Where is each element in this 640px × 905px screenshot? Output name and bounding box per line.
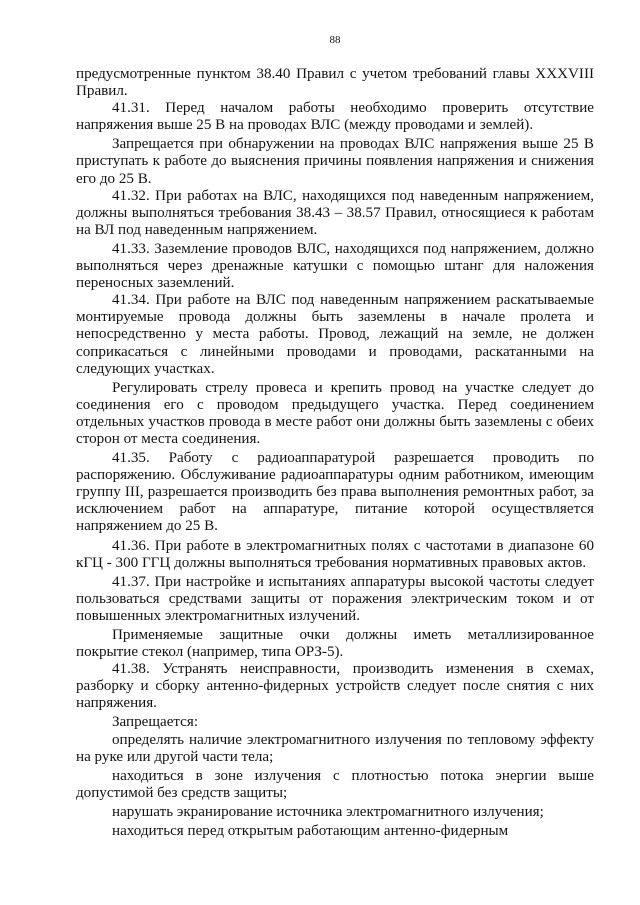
paragraph-41-36: 41.36. При работе в электромагнитных полях с частотами в диапазоне 60 кГЦ - 300 ГГЦ должны выполняться требования нормативных правовых актов. (76, 537, 594, 571)
paragraph-continuation: предусмотренные пунктом 38.40 Правил с учетом требований главы XXXVIII Правил. (76, 66, 594, 100)
paragraph-41-38: 41.38. Устранять неисправности, производить изменения в схемах, разборку и сборку антенно-фидерных устройств следует после снятия с них напряжения. (76, 661, 594, 712)
paragraph-41-32: 41.32. При работах на ВЛС, находящихся под наведенным напряжением, должны выполняться требования 38.43 – 38.57 Правил, относящиеся к работам на ВЛ под наведенным напряжением. (76, 187, 594, 238)
paragraph-41-37: 41.37. При настройке и испытаниях аппаратуры высокой частоты следует пользоваться средствами защиты от поражения электрическим током и от повышенных электромагнитных излучений. (76, 573, 594, 624)
paragraph-prohibited-heading: Запрещается: (112, 714, 199, 731)
page-number: 88 (329, 34, 341, 46)
document-body (76, 66, 594, 840)
paragraph-41-31: 41.31. Перед началом работы необходимо проверить отсутствие напряжения выше 25 В на проводах ВЛС (между проводами и землей). (76, 100, 594, 134)
list-item: нарушать экранирование источника электромагнитного излучения; (112, 803, 544, 820)
list-item: находиться в зоне излучения с плотностью потока энергии выше допустимой без средств защиты; (76, 767, 594, 801)
paragraph-41-35: 41.35. Работу с радиоаппаратурой разрешается проводить по распоряжению. Обслуживание радиоаппаратуры одним работником, имеющим группу III, разрешается производить без права выполнения ремонтных работ, за исключением работ на аппаратуре, питание которой осуществляется напряжением до 25 В. (76, 450, 594, 535)
paragraph-goggles: Применяемые защитные очки должны иметь металлизированное покрытие стекол (например, типа ОРЗ-5). (76, 627, 594, 661)
paragraph-41-34: 41.34. При работе на ВЛС под наведенным напряжением раскатываемые монтируемые провода должны быть заземлены в начале пролета и непосредственно у места работы. Провод, лежащий на земле, не должен соприкасаться с линейными проводами и проводами, раскатанными на следующих участках. (76, 292, 594, 377)
paragraph-prohibition-25v: Запрещается при обнаружении на проводах ВЛС напряжения выше 25 В приступать к работе до выяснения причины появления напряжения и снижения его до 25 В. (76, 136, 594, 187)
paragraph-sag-regulation: Регулировать стрелу провеса и крепить провод на участке следует до соединения его с проводом предыдущего участка. Перед соединением отдельных участков провода в месте работ они должны быть заземлены с обеих сторон от места соединения. (76, 379, 594, 447)
paragraph-41-33: 41.33. Заземление проводов ВЛС, находящихся под напряжением, должно выполняться через дренажные катушки с помощью штанг для наложения переносных заземлений. (76, 240, 594, 292)
list-item: находиться перед открытым работающим антенно-фидерным (112, 823, 509, 840)
list-item: определять наличие электромагнитного излучения по тепловому эффекту на руке или другой части тела; (76, 731, 594, 765)
